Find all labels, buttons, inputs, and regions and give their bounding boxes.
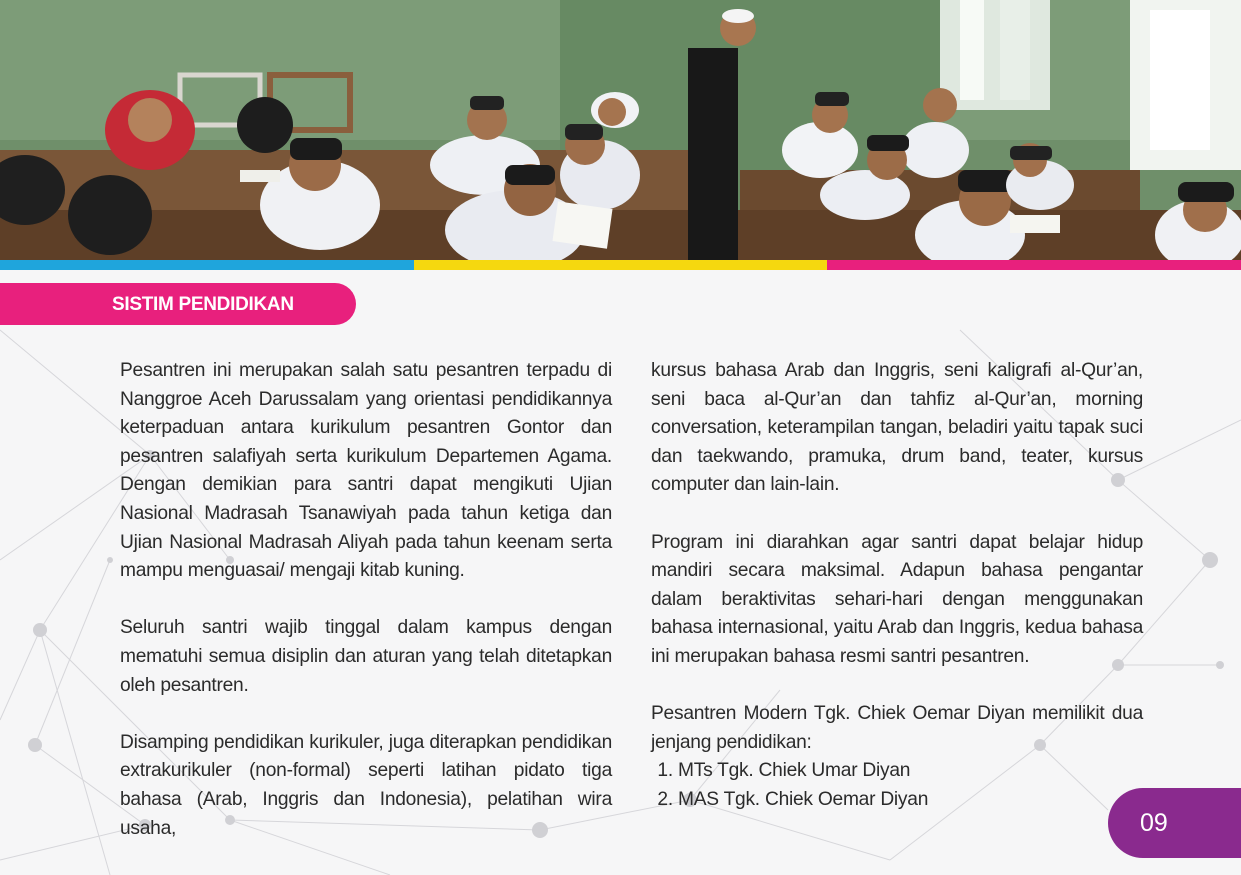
paragraph: Seluruh santri wajib tinggal dalam kampus dengan mematuhi semua disiplin dan aturan yang telah ditetapkan oleh pesantren. (120, 617, 612, 696)
color-bar-segment-magenta (827, 260, 1241, 270)
text-column-right (651, 357, 1143, 815)
page-number-badge (1108, 788, 1241, 858)
education-level-list (651, 757, 1143, 814)
section-title-tab (0, 283, 356, 325)
color-divider-bar (0, 260, 1241, 270)
paragraph: Program ini diarahkan agar santri dapat belajar hidup mandiri secara maksimal. Adapun bahasa pengantar dalam beraktivitas sehari-hari dengan menggunakan bahasa internasional, yaitu Arab dan Inggris, kedua bahasa ini merupakan bahasa resmi santri pesantren. (651, 531, 1143, 667)
paragraph: Pesantren ini merupakan salah satu pesantren terpadu di Nanggroe Aceh Darussalam yang orientasi pendidikannya keterpaduan antara kurikulum pesantren Gontor dan pesantren salafiyah serta kurikulum Departemen Agama. Dengan demikian para santri dapat mengikuti Ujian Nasional Madrasah Tsanawiyah pada tahun ketiga dan Ujian Nasional Madrasah Aliyah pada tahun keenam serta mampu menguasai/ mengaji kitab kuning. (120, 360, 612, 582)
text-column-left (120, 357, 612, 872)
paragraph: Pesantren Modern Tgk. Chiek Oemar Diyan memilikit dua jenjang pendidikan: (651, 703, 1143, 753)
classroom-photo (0, 0, 1241, 260)
paragraph: Disamping pendidikan kurikuler, juga diterapkan pendidikan extrakurikuler (non-formal) seperti latihan pidato tiga bahasa (Arab, Inggris dan Indonesia), pelatihan wira usaha, (120, 731, 612, 839)
paragraph: kursus bahasa Arab dan Inggris, seni kaligrafi al-Qur’an, seni baca al-Qur’an dan tahfiz al-Qur’an, morning conversation, keterampilan tangan, beladiri yaitu tapak suci dan taekwando, pramuka, drum band, teater, kursus computer dan lain-lain. (651, 360, 1143, 496)
color-bar-segment-blue (0, 260, 414, 270)
page-number: 09 (1140, 809, 1168, 837)
list-item: 2. MAS Tgk. Chiek Oemar Diyan (678, 786, 1143, 815)
color-bar-segment-yellow (414, 260, 828, 270)
header-photo (0, 0, 1241, 260)
list-item: 1. MTs Tgk. Chiek Umar Diyan (678, 757, 1143, 786)
section-title: SISTIM PENDIDIKAN (112, 294, 294, 315)
